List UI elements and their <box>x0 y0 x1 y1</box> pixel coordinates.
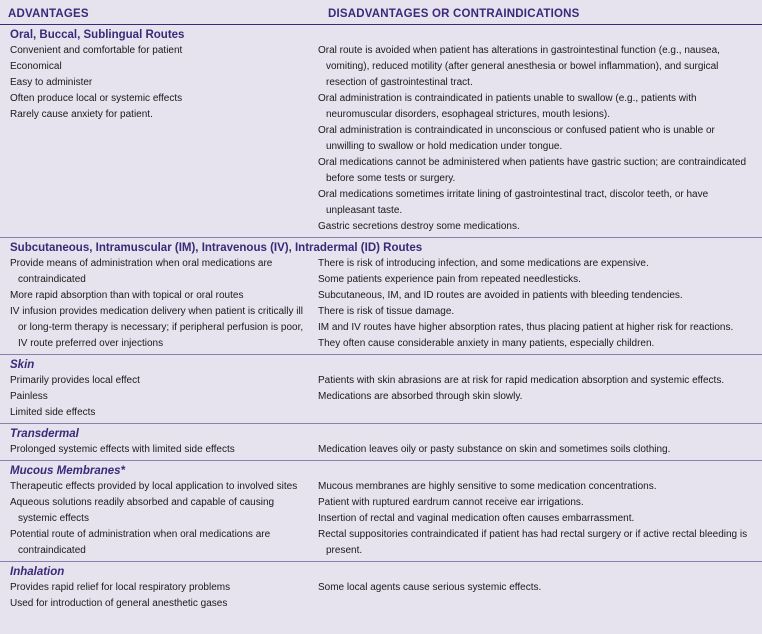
disadvantages-list <box>310 580 762 612</box>
list-item: More rapid absorption than with topical or oral routes <box>10 290 244 301</box>
list-item: Provide means of administration when oral medications are contraindicated <box>10 258 273 285</box>
disadvantages-list <box>310 442 762 458</box>
list-item: Mucous membranes are highly sensitive to some medication concentrations. <box>318 481 657 492</box>
list-item: Gastric secretions destroy some medications. <box>318 221 520 232</box>
table-header <box>0 0 762 25</box>
advantages-list <box>0 580 310 612</box>
list-item: Economical <box>10 61 62 72</box>
list-item: Patient with ruptured eardrum cannot receive ear irrigations. <box>318 497 584 508</box>
list-item: Easy to administer <box>10 77 93 88</box>
section-title: Mucous Membranes* <box>10 465 126 477</box>
disadvantages-list <box>310 256 762 352</box>
list-item: Medication leaves oily or pasty substance on skin and sometimes soils clothing. <box>318 444 671 455</box>
list-item: Rectal suppositories contraindicated if patient has had rectal surgery or if active rectal bleeding is present. <box>318 529 748 556</box>
list-item: Painless <box>10 391 48 402</box>
list-item: IM and IV routes have higher absorption rates, thus placing patient at higher risk for reactions. <box>318 322 734 333</box>
list-item: Patients with skin abrasions are at risk for rapid medication absorption and systemic effects. <box>318 375 725 386</box>
list-item: Rarely cause anxiety for patient. <box>10 109 153 120</box>
list-item: Therapeutic effects provided by local application to involved sites <box>10 481 298 492</box>
advantages-list <box>0 256 310 352</box>
list-item: IV infusion provides medication delivery when patient is critically ill or long-term therapy is necessary; if peripheral perfusion is poor, IV route preferred over injections <box>10 306 304 349</box>
list-item: Subcutaneous, IM, and ID routes are avoided in patients with bleeding tendencies. <box>318 290 683 301</box>
list-item: Oral medications cannot be administered when patients have gastric suction; are contraindicated before some tests or surgery. <box>318 157 747 184</box>
list-item: Used for introduction of general anesthetic gases <box>10 598 228 609</box>
list-item: Prolonged systemic effects with limited side effects <box>10 444 235 455</box>
disadvantages-list <box>310 373 762 421</box>
list-item: Some patients experience pain from repeated needlesticks. <box>318 274 581 285</box>
header-disadvantages: DISADVANTAGES OR CONTRAINDICATIONS <box>328 8 580 20</box>
list-item: Insertion of rectal and vaginal medication often causes embarrassment. <box>318 513 635 524</box>
list-item: Oral administration is contraindicated in patients unable to swallow (e.g., patients with neuromuscular disorders, esophageal strictures, mouth lesions). <box>318 93 697 120</box>
section-skin <box>0 358 762 424</box>
header-advantages: ADVANTAGES <box>8 8 89 20</box>
advantages-list <box>0 479 310 559</box>
section-title: Transdermal <box>10 428 79 440</box>
list-item: They often cause considerable anxiety in many patients, especially children. <box>318 338 655 349</box>
list-item: Medications are absorbed through skin slowly. <box>318 391 523 402</box>
advantages-list <box>0 43 310 235</box>
list-item: Primarily provides local effect <box>10 375 140 386</box>
section-title: Oral, Buccal, Sublingual Routes <box>10 29 185 41</box>
list-item: Oral medications sometimes irritate lining of gastrointestinal tract, discolor teeth, or have unpleasant taste. <box>318 189 709 216</box>
section-title: Inhalation <box>10 566 65 578</box>
section-title: Subcutaneous, Intramuscular (IM), Intravenous (IV), Intradermal (ID) Routes <box>10 242 423 254</box>
list-item: Aqueous solutions readily absorbed and capable of causing systemic effects <box>10 497 275 524</box>
list-item: Convenient and comfortable for patient <box>10 45 183 56</box>
section-inhalation <box>0 565 762 614</box>
section-oral <box>0 28 762 238</box>
advantages-list <box>0 442 310 458</box>
list-item: Potential route of administration when oral medications are contraindicated <box>10 529 271 556</box>
advantages-list <box>0 373 310 421</box>
list-item: Provides rapid relief for local respiratory problems <box>10 582 231 593</box>
list-item: There is risk of tissue damage. <box>318 306 455 317</box>
section-parenteral <box>0 241 762 355</box>
list-item: There is risk of introducing infection, and some medications are expensive. <box>318 258 649 269</box>
list-item: Oral administration is contraindicated in unconscious or confused patient who is unable or unwilling to swallow or hold medication under tongue. <box>318 125 715 152</box>
list-item: Oral route is avoided when patient has alterations in gastrointestinal function (e.g., nausea, vomiting), reduced motility (after general anesthesia or bowel inflammation), and surgical resection of gastrointestinal tract. <box>318 45 720 88</box>
section-transdermal <box>0 427 762 461</box>
section-title: Skin <box>10 359 35 371</box>
list-item: Limited side effects <box>10 407 96 418</box>
disadvantages-list <box>310 43 762 235</box>
list-item: Often produce local or systemic effects <box>10 93 183 104</box>
section-mucous-membranes <box>0 464 762 562</box>
disadvantages-list <box>310 479 762 559</box>
list-item: Some local agents cause serious systemic effects. <box>318 582 542 593</box>
